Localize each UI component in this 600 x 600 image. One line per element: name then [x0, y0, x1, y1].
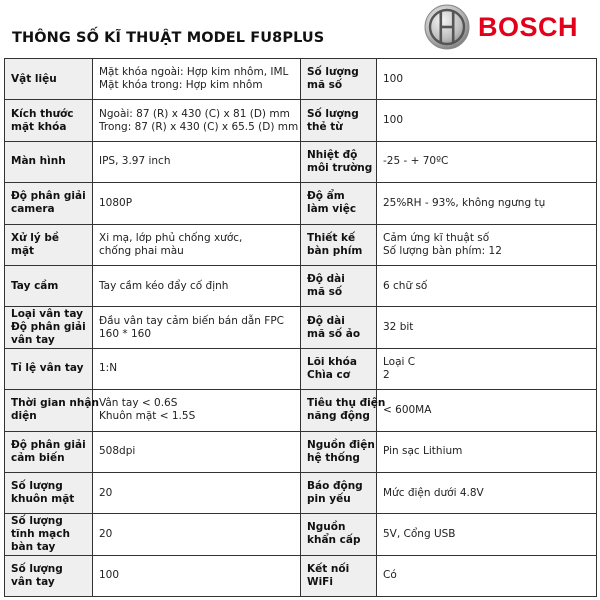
- spec-label: [5, 390, 99, 431]
- cell-text-line: năng động: [307, 410, 370, 423]
- spec-label: [5, 59, 93, 100]
- table-row: [5, 100, 597, 141]
- cell-text-line: IPS, 3.97 inch: [99, 155, 171, 168]
- cell-text-line: 2: [383, 368, 390, 381]
- cell-text-line: 6 chữ số: [383, 279, 428, 292]
- spec-label: [5, 431, 93, 472]
- spec-value: [93, 307, 301, 348]
- cell-text-line: Lõi khóa: [307, 355, 357, 368]
- cell-text-line: làm việc: [307, 203, 357, 216]
- spec-label: [5, 472, 93, 513]
- spec-value: [93, 59, 301, 100]
- spec-label: [301, 472, 377, 513]
- cell-text-line: Độ ẩm: [307, 190, 345, 203]
- cell-text-line: Cảm ứng kĩ thuật số: [383, 231, 490, 244]
- cell-text-line: cảm biến: [11, 451, 65, 464]
- cell-text-line: mã số: [307, 79, 343, 92]
- spec-value: [377, 514, 597, 555]
- cell-text-line: Độ phân giải: [11, 438, 86, 451]
- table-row: [5, 265, 597, 306]
- cell-text-line: Số lượng: [307, 66, 359, 79]
- page-title: THÔNG SỐ KĨ THUẬT MODEL FU8PLUS: [12, 30, 325, 46]
- cell-text-line: Vật liệu: [11, 72, 57, 85]
- spec-value: [377, 183, 597, 224]
- table-row: [5, 141, 597, 182]
- spec-value: [377, 141, 597, 182]
- spec-value: [377, 555, 597, 596]
- cell-text-line: Số lượng bàn phím: 12: [383, 244, 502, 257]
- cell-text-line: 100: [383, 114, 404, 127]
- spec-label: [5, 514, 93, 555]
- cell-text-line: Kết nối: [307, 562, 350, 575]
- cell-text-line: Số lượng: [11, 480, 63, 493]
- cell-text-line: 1080P: [99, 196, 133, 209]
- cell-text-line: 32 bit: [383, 321, 414, 334]
- cell-text-line: 100: [383, 72, 404, 85]
- cell-text-line: Tỉ lệ vân tay: [11, 362, 84, 375]
- spec-label: [301, 307, 377, 348]
- spec-label: [301, 514, 377, 555]
- cell-text-line: vân tay: [11, 334, 55, 347]
- cell-text-line: 25%RH - 93%, không ngưng tụ: [383, 196, 546, 209]
- cell-text-line: mặt: [11, 244, 35, 257]
- cell-text-line: diện: [11, 410, 37, 423]
- spec-label: [5, 348, 93, 389]
- cell-text-line: tĩnh mạch: [11, 527, 70, 540]
- cell-text-line: Mức điện dưới 4.8V: [383, 486, 484, 499]
- spec-value: [93, 472, 301, 513]
- spec-value: [377, 59, 597, 100]
- cell-text-line: Đầu vân tay cảm biến bán dẫn FPC: [99, 314, 285, 327]
- spec-value: [93, 555, 301, 596]
- cell-text-line: 100: [99, 569, 120, 582]
- brand-name: BOSCH: [478, 12, 579, 42]
- spec-label: [301, 390, 386, 431]
- cell-text-line: Có: [383, 569, 397, 582]
- cell-text-line: mã số: [307, 286, 343, 299]
- spec-value: [377, 265, 597, 306]
- table-row: [5, 390, 597, 431]
- cell-text-line: môi trường: [307, 161, 373, 174]
- table-row: [5, 472, 597, 513]
- cell-text-line: Độ dài: [307, 273, 345, 286]
- spec-label: [301, 555, 377, 596]
- spec-label: [5, 307, 93, 348]
- spec-label: [301, 224, 377, 265]
- cell-text-line: vân tay: [11, 575, 55, 588]
- cell-text-line: Tay cầm kéo đẩy cố định: [99, 279, 229, 292]
- table-row: [5, 555, 597, 596]
- spec-value: [377, 224, 597, 265]
- table-row: [5, 431, 597, 472]
- cell-text-line: Loại vân tay: [11, 308, 83, 321]
- spec-value: [93, 390, 301, 431]
- spec-value: [93, 100, 301, 141]
- cell-text-line: -25 - + 70ºC: [383, 155, 449, 168]
- cell-text-line: Thiết kế: [307, 231, 356, 244]
- spec-label: [301, 100, 377, 141]
- cell-text-line: Nhiệt độ: [307, 148, 358, 161]
- cell-text-line: camera: [11, 203, 55, 216]
- spec-value: [377, 348, 597, 389]
- spec-value: [93, 514, 301, 555]
- table-row: [5, 307, 597, 348]
- spec-label: [5, 141, 93, 182]
- table-row: [5, 59, 597, 100]
- cell-text-line: Số lượng: [307, 107, 359, 120]
- cell-text-line: Số lượng: [11, 514, 63, 527]
- cell-text-line: Xi mạ, lớp phủ chống xước,: [99, 231, 243, 244]
- brand-logo: [424, 4, 600, 50]
- cell-text-line: Loại C: [383, 355, 416, 368]
- cell-text-line: Tiêu thụ điện: [307, 397, 386, 410]
- spec-label: [5, 183, 93, 224]
- spec-value: [93, 265, 301, 306]
- spec-value: [93, 348, 301, 389]
- table-row: [5, 224, 597, 265]
- cell-text-line: 20: [99, 486, 113, 499]
- cell-text-line: Kích thước: [11, 107, 74, 120]
- cell-text-line: Trong: 87 (R) x 430 (C) x 65.5 (D) mm: [99, 120, 299, 133]
- cell-text-line: 160 * 160: [99, 327, 152, 340]
- cell-text-line: chống phai màu: [99, 244, 184, 257]
- spec-value: [93, 183, 301, 224]
- cell-text-line: thẻ từ: [307, 120, 343, 133]
- cell-text-line: Khuôn mặt < 1.5S: [99, 410, 196, 423]
- cell-text-line: WiFi: [307, 575, 333, 588]
- spec-value: [377, 307, 597, 348]
- spec-value: [93, 141, 301, 182]
- cell-text-line: Pin sạc Lithium: [383, 445, 463, 458]
- spec-value: [93, 224, 301, 265]
- cell-text-line: Xử lý bề: [11, 231, 59, 244]
- spec-label: [5, 224, 93, 265]
- cell-text-line: Báo động: [307, 480, 363, 493]
- cell-text-line: 20: [99, 527, 113, 540]
- spec-label: [301, 265, 377, 306]
- cell-text-line: < 600MA: [383, 403, 432, 416]
- spec-label: [301, 59, 377, 100]
- spec-table: [4, 58, 597, 597]
- spec-label: [5, 100, 93, 141]
- cell-text-line: 1:N: [99, 362, 118, 375]
- spec-label: [5, 265, 93, 306]
- cell-text-line: Màn hình: [11, 155, 66, 168]
- spec-label: [301, 431, 377, 472]
- spec-label: [301, 141, 377, 182]
- cell-text-line: mặt khóa: [11, 120, 67, 133]
- cell-text-line: 508dpi: [99, 445, 136, 458]
- bosch-armature-icon: [424, 4, 470, 50]
- spec-value: [377, 431, 597, 472]
- cell-text-line: hệ thống: [307, 451, 360, 464]
- cell-text-line: Ngoài: 87 (R) x 430 (C) x 81 (D) mm: [99, 107, 290, 120]
- cell-text-line: Mặt khóa trong: Hợp kim nhôm: [99, 79, 263, 92]
- cell-text-line: khẩn cấp: [307, 534, 361, 547]
- cell-text-line: Nguồn: [307, 521, 346, 534]
- cell-text-line: Tay cầm: [11, 279, 59, 292]
- cell-text-line: Nguồn điện: [307, 438, 375, 451]
- spec-label: [301, 348, 377, 389]
- spec-value: [377, 390, 597, 431]
- cell-text-line: mã số ảo: [307, 327, 361, 340]
- cell-text-line: khuôn mặt: [11, 493, 75, 506]
- cell-text-line: Thời gian nhận: [11, 397, 99, 410]
- header: [0, 0, 600, 58]
- spec-label: [5, 555, 93, 596]
- cell-text-line: bàn tay: [11, 540, 56, 553]
- table-row: [5, 514, 597, 555]
- cell-text-line: Chìa cơ: [307, 368, 350, 381]
- table-row: [5, 348, 597, 389]
- cell-text-line: Độ phân giải: [11, 190, 86, 203]
- table-row: [5, 183, 597, 224]
- cell-text-line: pin yếu: [307, 493, 351, 506]
- spec-value: [377, 472, 597, 513]
- cell-text-line: 5V, Cổng USB: [383, 527, 456, 540]
- spec-value: [377, 100, 597, 141]
- spec-value: [93, 431, 301, 472]
- cell-text-line: bàn phím: [307, 244, 363, 257]
- cell-text-line: Vân tay < 0.6S: [99, 397, 178, 410]
- cell-text-line: Độ dài: [307, 314, 345, 327]
- cell-text-line: Độ phân giải: [11, 321, 86, 334]
- cell-text-line: Số lượng: [11, 562, 63, 575]
- cell-text-line: Mặt khóa ngoài: Hợp kim nhôm, IML: [99, 66, 289, 79]
- spec-label: [301, 183, 377, 224]
